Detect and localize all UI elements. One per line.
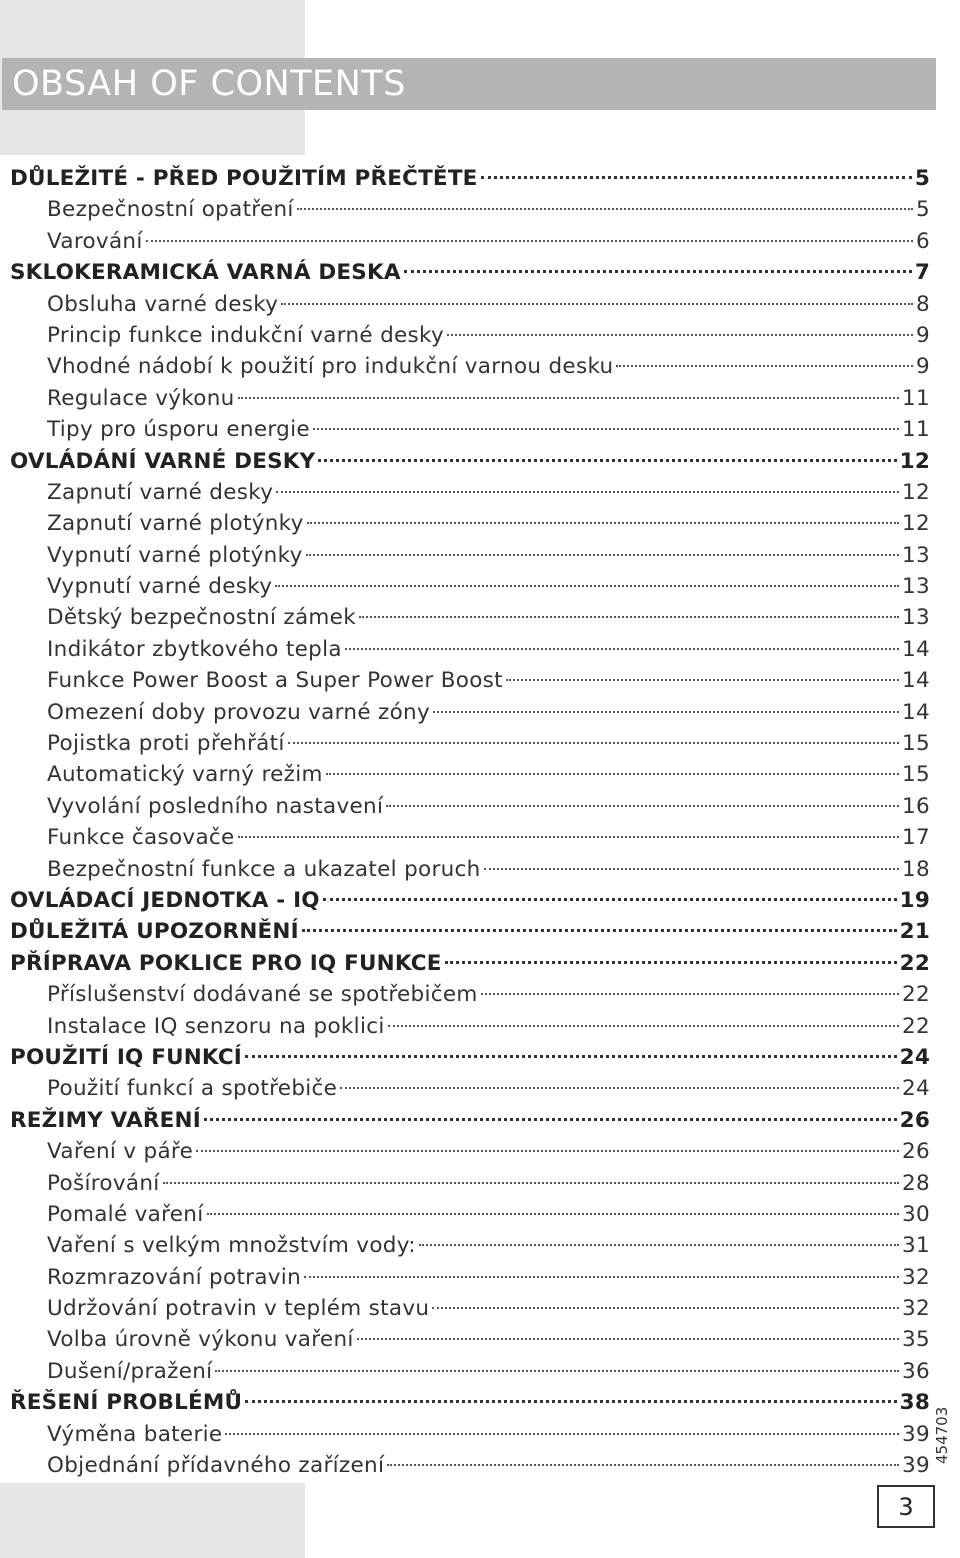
toc-subsection-entry[interactable]: [10, 1450, 930, 1481]
toc-entry-page: 11: [902, 385, 930, 411]
toc-dot-leader: [432, 1307, 899, 1309]
toc-entry-page: 14: [902, 636, 930, 662]
toc-entry-label: Vypnutí varné plotýnky: [47, 542, 303, 568]
toc-dot-leader: [238, 836, 899, 838]
toc-entry-label: Automatický varný režim: [47, 762, 323, 788]
toc-subsection-entry[interactable]: [10, 540, 930, 571]
toc-dot-leader: [616, 365, 913, 367]
toc-dot-leader: [245, 1400, 897, 1403]
toc-dot-leader: [163, 1182, 899, 1184]
toc-entry-page: 5: [916, 197, 930, 223]
toc-dot-leader: [484, 868, 899, 870]
toc-entry-page: 15: [902, 731, 930, 757]
toc-section-entry[interactable]: [10, 1042, 930, 1073]
toc-subsection-entry[interactable]: [10, 1293, 930, 1324]
toc-entry-label: Bezpečnostní opatření: [47, 197, 294, 223]
toc-subsection-entry[interactable]: [10, 602, 930, 633]
toc-subsection-entry[interactable]: [10, 1262, 930, 1293]
toc-entry-label: OVLÁDACÍ JEDNOTKA - IQ: [10, 887, 320, 913]
toc-entry-label: Dětský bezpečnostní zámek: [47, 605, 356, 631]
toc-entry-label: Zapnutí varné plotýnky: [47, 511, 304, 537]
toc-dot-leader: [386, 805, 899, 807]
toc-dot-leader: [207, 1213, 900, 1215]
toc-section-entry[interactable]: [10, 948, 930, 979]
toc-section-entry[interactable]: [10, 885, 930, 916]
toc-entry-label: Příslušenství dodávané se spotřebičem: [47, 982, 478, 1008]
toc-entry-page: 17: [902, 825, 930, 851]
toc-dot-leader: [359, 616, 899, 618]
toc-entry-label: Obsluha varné desky: [47, 291, 279, 317]
toc-entry-page: 22: [902, 982, 930, 1008]
toc-subsection-entry[interactable]: [10, 226, 930, 257]
toc-entry-page: 13: [902, 605, 930, 631]
toc-dot-leader: [481, 993, 899, 995]
toc-entry-label: Instalace IQ senzoru na poklici: [47, 1013, 385, 1039]
toc-entry-page: 22: [899, 950, 930, 976]
toc-subsection-entry[interactable]: [10, 634, 930, 665]
toc-section-entry[interactable]: [10, 163, 930, 194]
toc-dot-leader: [481, 176, 912, 179]
toc-dot-leader: [306, 554, 899, 556]
toc-subsection-entry[interactable]: [10, 759, 930, 790]
toc-section-entry[interactable]: [10, 916, 930, 947]
toc-dot-leader: [297, 208, 913, 210]
toc-dot-leader: [304, 1276, 899, 1278]
toc-subsection-entry[interactable]: [10, 728, 930, 759]
toc-entry-page: 35: [902, 1327, 930, 1353]
toc-subsection-entry[interactable]: [10, 571, 930, 602]
toc-entry-page: 9: [916, 354, 930, 380]
toc-subsection-entry[interactable]: [10, 414, 930, 445]
toc-subsection-entry[interactable]: [10, 1199, 930, 1230]
toc-subsection-entry[interactable]: [10, 1136, 930, 1167]
title-bar: [2, 58, 936, 110]
toc-subsection-entry[interactable]: [10, 1230, 930, 1261]
toc-entry-page: 19: [899, 887, 930, 913]
toc-entry-page: 24: [899, 1044, 930, 1070]
toc-entry-label: Vaření v páře: [47, 1139, 194, 1165]
toc-entry-label: Vaření s velkým množstvím vody:: [47, 1233, 416, 1259]
toc-entry-page: 31: [902, 1233, 930, 1259]
toc-dot-leader: [340, 1087, 899, 1089]
toc-entry-page: 8: [916, 291, 930, 317]
toc-entry-label: Výměna baterie: [47, 1421, 223, 1447]
page-title: OBSAH OF CONTENTS: [12, 64, 406, 104]
toc-entry-label: DŮLEŽITÉ - PŘED POUŽITÍM PŘEČTĚTE: [10, 166, 478, 191]
toc-entry-label: Volba úrovně výkonu vaření: [47, 1327, 354, 1353]
toc-entry-page: 14: [902, 699, 930, 725]
toc-entry-page: 39: [902, 1421, 930, 1447]
toc-entry-label: PŘÍPRAVA POKLICE PRO IQ FUNKCE: [10, 950, 442, 976]
toc-subsection-entry[interactable]: [10, 320, 930, 351]
toc-entry-label: REŽIMY VAŘENÍ: [10, 1107, 201, 1133]
toc-entry-label: Pošírování: [47, 1170, 160, 1196]
toc-entry-page: 22: [902, 1013, 930, 1039]
toc-entry-page: 12: [899, 448, 930, 474]
toc-subsection-entry[interactable]: [10, 665, 930, 696]
toc-dot-leader: [196, 1150, 899, 1152]
table-of-contents: [10, 163, 930, 1481]
toc-entry-label: Zapnutí varné desky: [47, 479, 274, 505]
toc-dot-leader: [281, 303, 913, 305]
toc-entry-label: Funkce časovače: [47, 825, 235, 851]
toc-dot-leader: [345, 648, 899, 650]
toc-entry-label: Udržování potravin v teplém stavu: [47, 1296, 430, 1322]
toc-dot-leader: [318, 459, 896, 462]
toc-entry-label: Princip funkce indukční varné desky: [47, 322, 445, 348]
toc-dot-leader: [506, 679, 899, 681]
toc-entry-page: 26: [902, 1139, 930, 1165]
toc-subsection-entry[interactable]: [10, 1168, 930, 1199]
toc-entry-label: Dušení/pražení: [47, 1358, 213, 1384]
toc-subsection-entry[interactable]: [10, 979, 930, 1010]
toc-entry-label: Regulace výkonu: [47, 385, 235, 411]
toc-entry-page: 36: [902, 1358, 930, 1384]
toc-section-entry[interactable]: [10, 1387, 930, 1418]
toc-entry-page: 38: [899, 1390, 930, 1416]
toc-subsection-entry[interactable]: [10, 697, 930, 728]
toc-entry-label: DŮLEŽITÁ UPOZORNĚNÍ: [10, 919, 299, 945]
toc-subsection-entry[interactable]: [10, 194, 930, 225]
toc-dot-leader: [215, 1370, 899, 1372]
toc-section-entry[interactable]: [10, 257, 930, 288]
toc-subsection-entry[interactable]: [10, 1011, 930, 1042]
document-code: 454703: [933, 1406, 951, 1464]
toc-dot-leader: [204, 1118, 897, 1121]
toc-subsection-entry[interactable]: [10, 1073, 930, 1104]
page-number-box: [877, 1485, 935, 1528]
toc-subsection-entry[interactable]: [10, 822, 930, 853]
toc-entry-page: 7: [914, 260, 930, 286]
toc-subsection-entry[interactable]: [10, 289, 930, 320]
toc-dot-leader: [326, 773, 899, 775]
toc-entry-page: 14: [902, 668, 930, 694]
toc-entry-label: Použití funkcí a spotřebiče: [47, 1076, 338, 1102]
toc-section-entry[interactable]: [10, 1105, 930, 1136]
toc-dot-leader: [288, 742, 899, 744]
toc-dot-leader: [225, 1433, 899, 1435]
toc-entry-label: POUŽITÍ IQ FUNKCÍ: [10, 1044, 243, 1070]
toc-entry-page: 5: [914, 166, 930, 191]
toc-entry-label: Bezpečnostní funkce a ukazatel poruch: [47, 856, 481, 882]
toc-entry-label: Tipy pro úsporu energie: [47, 417, 310, 443]
toc-dot-leader: [323, 898, 897, 901]
toc-subsection-entry[interactable]: [10, 1356, 930, 1387]
toc-dot-leader: [307, 522, 899, 524]
toc-entry-page: 32: [902, 1264, 930, 1290]
toc-dot-leader: [276, 491, 899, 493]
toc-entry-page: 28: [902, 1170, 930, 1196]
toc-subsection-entry[interactable]: [10, 854, 930, 885]
toc-dot-leader: [447, 334, 913, 336]
toc-entry-page: 12: [902, 479, 930, 505]
bottom-left-gray-band: [0, 1483, 305, 1558]
toc-subsection-entry[interactable]: [10, 1419, 930, 1450]
toc-entry-label: Vyvolání posledního nastavení: [47, 793, 384, 819]
toc-entry-page: 30: [902, 1201, 930, 1227]
toc-entry-page: 9: [916, 322, 930, 348]
toc-entry-page: 11: [902, 417, 930, 443]
toc-entry-page: 26: [899, 1107, 930, 1133]
toc-subsection-entry[interactable]: [10, 351, 930, 382]
toc-section-entry[interactable]: [10, 446, 930, 477]
toc-entry-page: 24: [902, 1076, 930, 1102]
toc-entry-page: 39: [902, 1453, 930, 1479]
toc-dot-leader: [388, 1025, 899, 1027]
toc-entry-page: 32: [902, 1296, 930, 1322]
toc-entry-label: Varování: [47, 228, 143, 254]
toc-subsection-entry[interactable]: [10, 508, 930, 539]
toc-dot-leader: [433, 711, 899, 713]
toc-entry-label: Pomalé vaření: [47, 1201, 204, 1227]
toc-dot-leader: [245, 1055, 897, 1058]
toc-dot-leader: [419, 1244, 899, 1246]
toc-entry-label: Vhodné nádobí k použití pro indukční varnou desku: [47, 354, 614, 380]
toc-dot-leader: [357, 1338, 899, 1340]
toc-entry-label: SKLOKERAMICKÁ VARNÁ DESKA: [10, 260, 401, 286]
toc-dot-leader: [445, 961, 897, 964]
toc-entry-label: Objednání přídavného zařízení: [47, 1453, 385, 1479]
toc-entry-label: Funkce Power Boost a Super Power Boost: [47, 668, 503, 694]
toc-subsection-entry[interactable]: [10, 383, 930, 414]
page-number: 3: [898, 1492, 914, 1521]
toc-dot-leader: [404, 270, 912, 273]
toc-dot-leader: [238, 397, 899, 399]
toc-entry-label: OVLÁDÁNÍ VARNÉ DESKY: [10, 448, 316, 474]
toc-entry-label: Omezení doby provozu varné zóny: [47, 699, 430, 725]
toc-entry-page: 21: [899, 919, 930, 945]
toc-subsection-entry[interactable]: [10, 791, 930, 822]
toc-entry-page: 13: [902, 574, 930, 600]
toc-entry-page: 6: [916, 228, 930, 254]
toc-entry-label: Rozmrazování potravin: [47, 1264, 302, 1290]
toc-entry-page: 16: [902, 793, 930, 819]
toc-dot-leader: [146, 240, 913, 242]
toc-dot-leader: [302, 929, 897, 932]
toc-entry-page: 12: [902, 511, 930, 537]
toc-entry-page: 13: [902, 542, 930, 568]
toc-subsection-entry[interactable]: [10, 1324, 930, 1355]
toc-entry-page: 18: [902, 856, 930, 882]
toc-dot-leader: [387, 1464, 899, 1466]
toc-subsection-entry[interactable]: [10, 477, 930, 508]
toc-dot-leader: [275, 585, 899, 587]
toc-entry-label: Pojistka proti přehřátí: [47, 731, 285, 757]
toc-entry-label: Vypnutí varné desky: [47, 574, 273, 600]
toc-entry-label: Indikátor zbytkového tepla: [47, 636, 342, 662]
toc-entry-page: 15: [902, 762, 930, 788]
toc-dot-leader: [313, 428, 899, 430]
toc-entry-label: ŘEŠENÍ PROBLÉMŮ: [10, 1390, 243, 1416]
